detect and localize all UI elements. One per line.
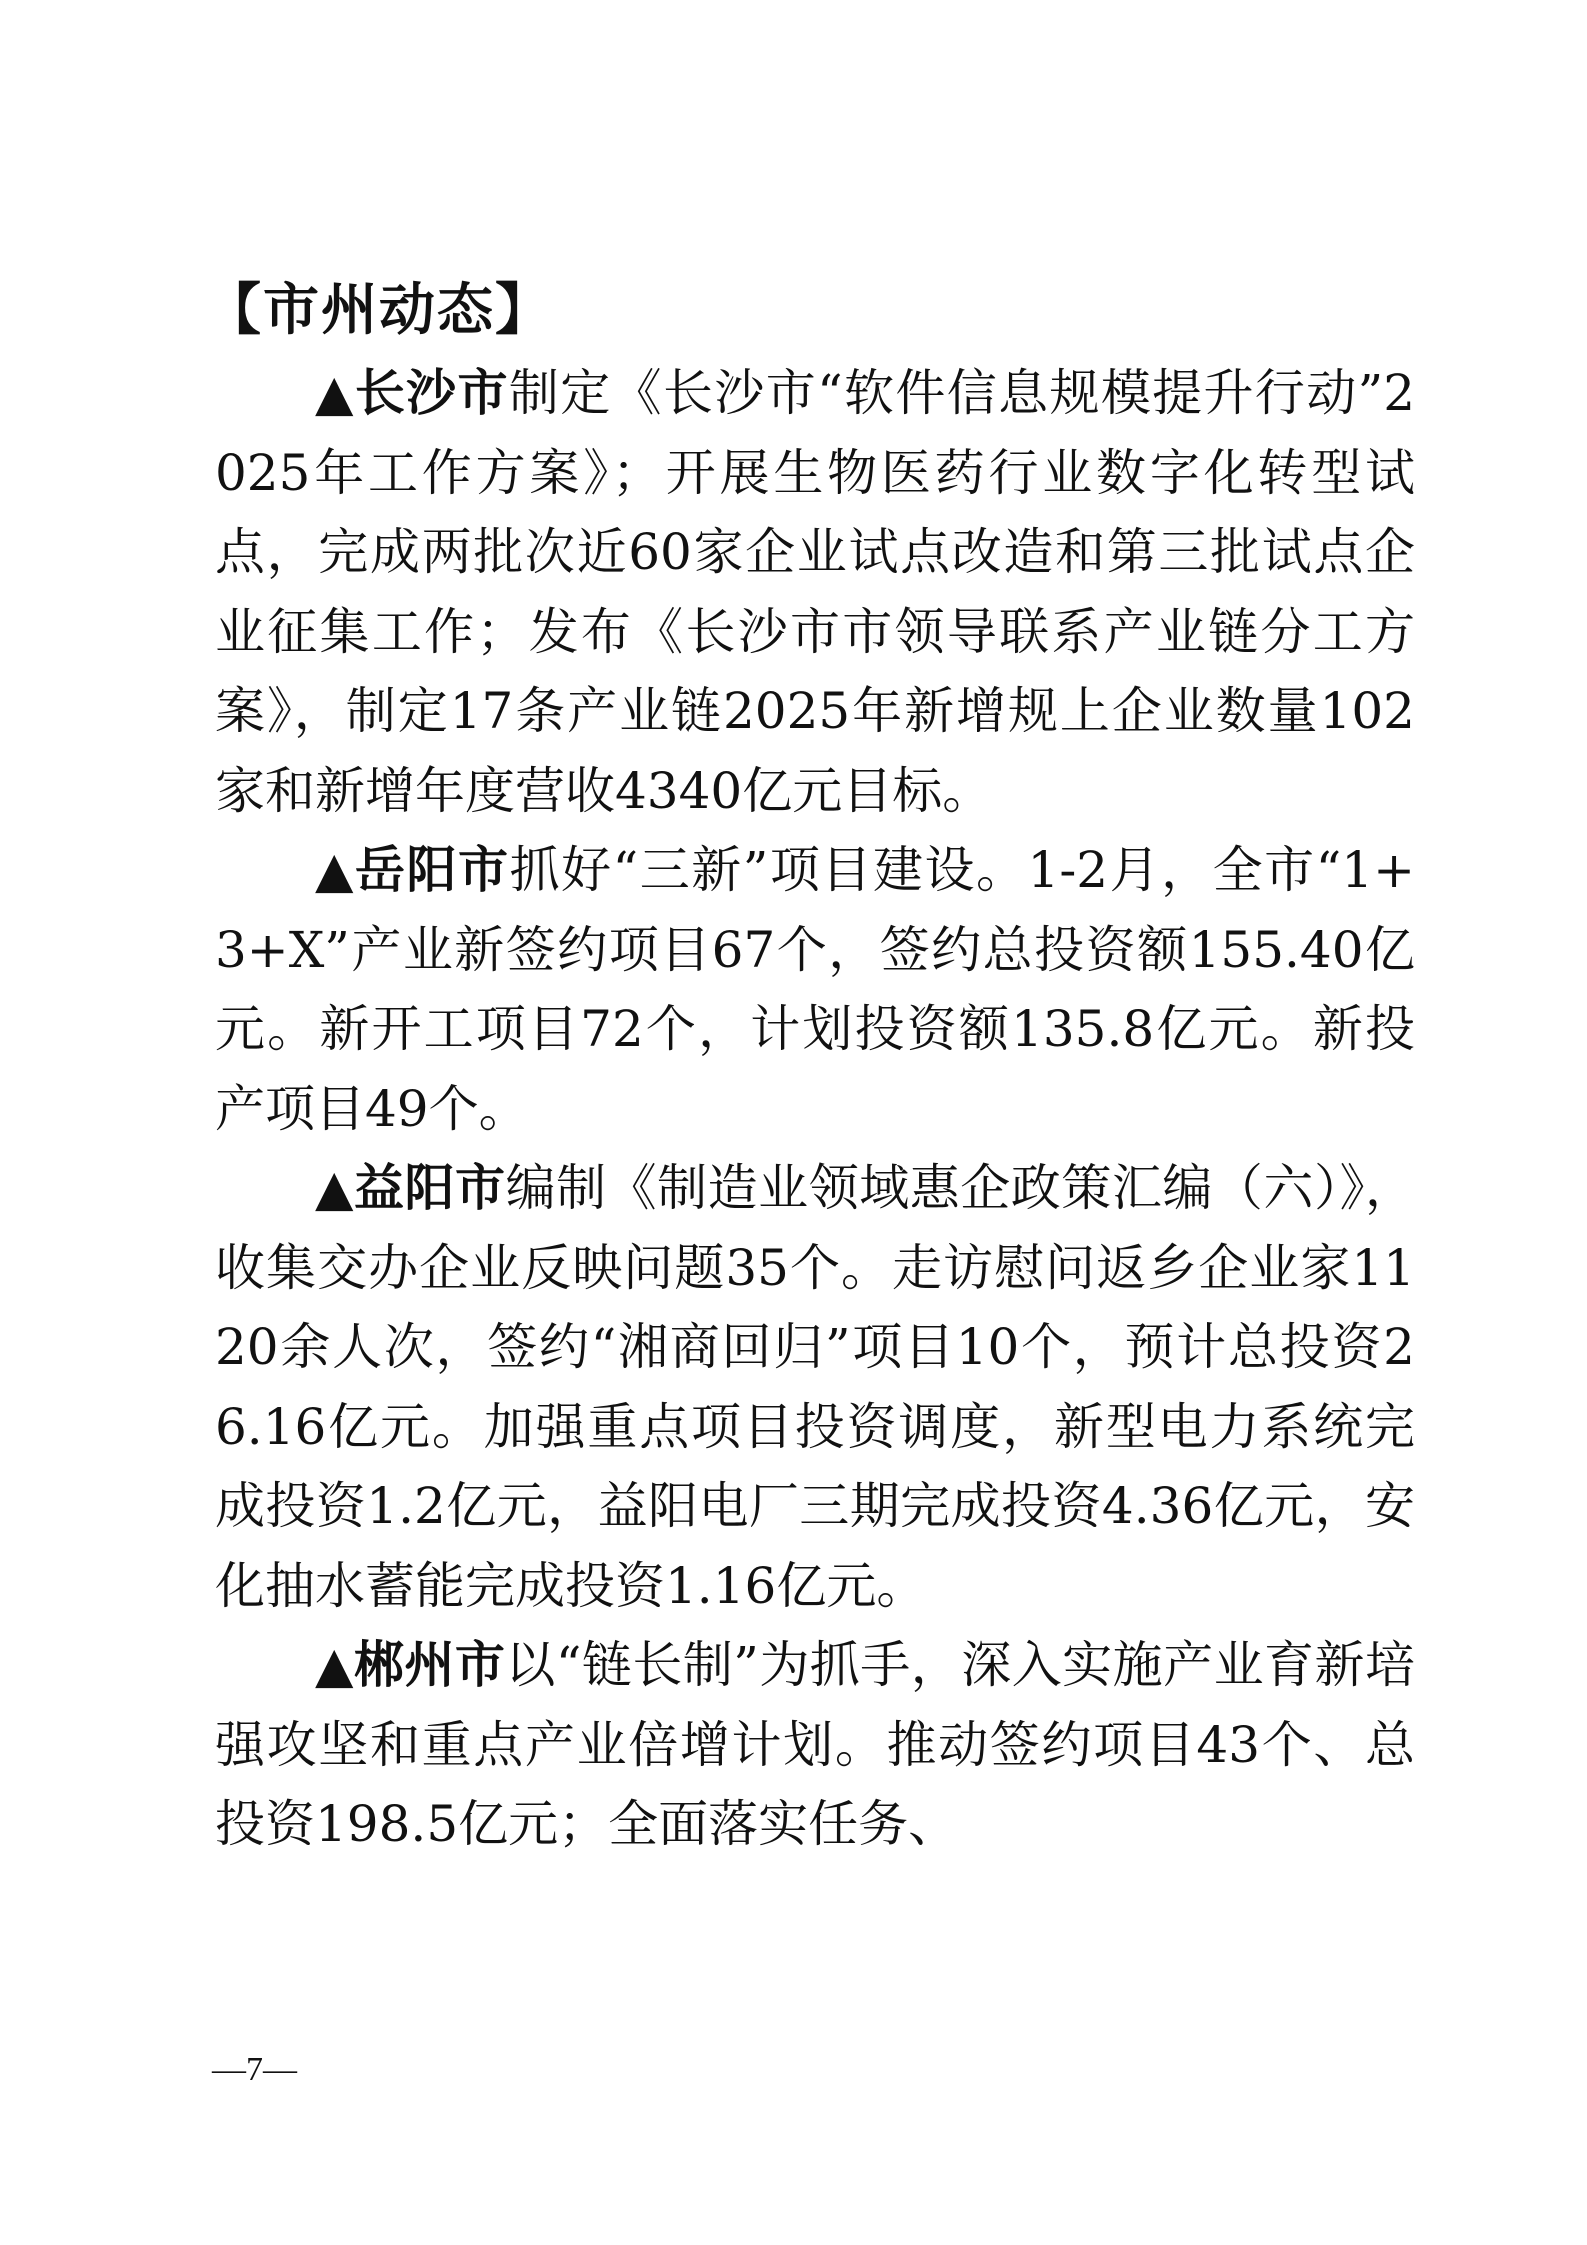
document-body <box>205 272 1416 1865</box>
paragraph-changsha <box>215 354 1415 831</box>
city-name-changsha: ▲长沙市 <box>315 364 509 422</box>
paragraph-text-yiyang: 编制《制造业领域惠企政策汇编（六）》，收集交办企业反映问题35个。走访慰问返乡企业家1120余人次，签约“湘商回归”项目10个，预计总投资26.16亿元。加强重点项目投资调度，新型电力系统完成投资1.2亿元，益阳电厂三期完成投资4.36亿元，安化抽水蓄能完成投资1.16亿元。 <box>215 1159 1416 1615</box>
city-name-chenzhou: ▲郴州市 <box>315 1636 506 1694</box>
paragraph-yiyang <box>215 1149 1415 1626</box>
paragraph-text-yueyang: 抓好“三新”项目建设。1-2月，全市“1+3+X”产业新签约项目67个，签约总投资额155.40亿元。新开工项目72个，计划投资额135.8亿元。新投产项目49个。 <box>215 841 1415 1138</box>
section-title: 【市州动态】 <box>205 278 553 343</box>
page-number: —7— <box>212 2051 297 2088</box>
paragraph-text-chenzhou: 以“链长制”为抓手，深入实施产业育新培强攻坚和重点产业倍增计划。推动签约项目43个、总投资198.5亿元；全面落实任务、 <box>215 1636 1416 1853</box>
paragraph-text-changsha: 制定《长沙市“软件信息规模提升行动”2025年工作方案》；开展生物医药行业数字化转型试点，完成两批次近60家企业试点改造和第三批试点企业征集工作；发布《长沙市市领导联系产业链分工方案》，制定17条产业链2025年新增规上企业数量102家和新增年度营收4340亿元目标。 <box>215 364 1416 820</box>
city-name-yueyang: ▲岳阳市 <box>315 841 510 899</box>
city-name-yiyang: ▲益阳市 <box>315 1159 506 1217</box>
paragraph-yueyang <box>215 831 1415 1149</box>
paragraph-chenzhou <box>215 1626 1415 1865</box>
